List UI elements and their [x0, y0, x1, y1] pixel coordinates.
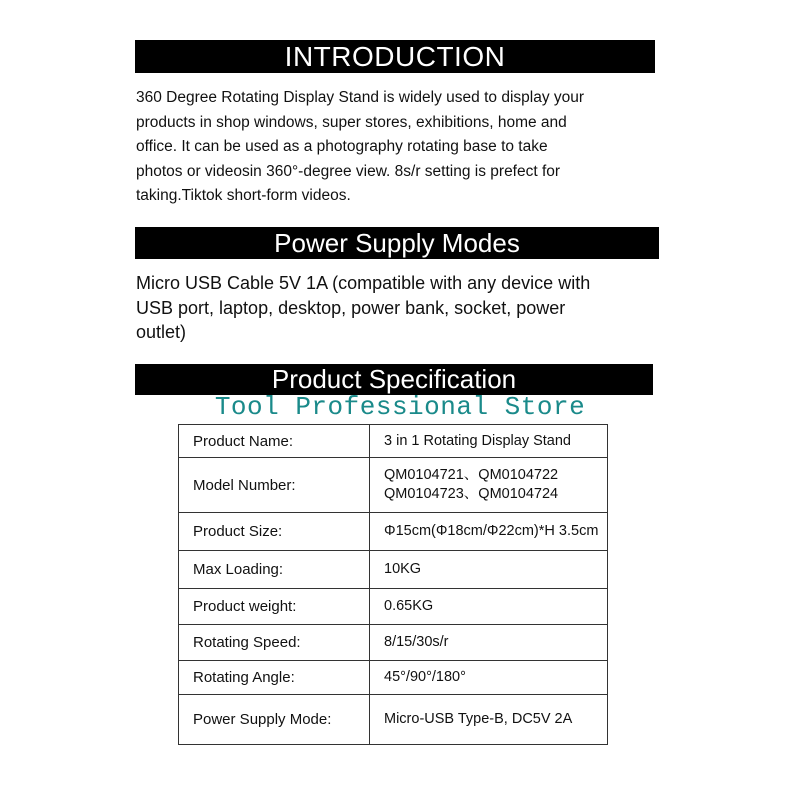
- store-watermark: Tool Professional Store: [214, 392, 586, 422]
- table-row: [179, 625, 608, 661]
- spec-label: Power Supply Mode:: [179, 695, 370, 745]
- power-supply-text: Micro USB Cable 5V 1A (compatible with any device with USB port, laptop, desktop, power bank, socket, power outlet): [136, 273, 591, 342]
- introduction-heading: INTRODUCTION: [135, 40, 655, 73]
- table-row: [179, 513, 608, 551]
- spec-label: Product Name:: [179, 425, 370, 458]
- spec-label: Rotating Angle:: [179, 661, 370, 695]
- table-row: [179, 589, 608, 625]
- introduction-text: 360 Degree Rotating Display Stand is widely used to display your products in shop windows, super stores, exhibitions, home and office. It can be used as a photography rotating base to take photos or videosin 360°-degree view. 8s/r setting is prefect for taking.Tiktok short-form videos.: [136, 89, 585, 204]
- specification-table: [178, 424, 608, 745]
- spec-label: Product Size:: [179, 513, 370, 551]
- spec-value: Micro-USB Type-B, DC5V 2A: [370, 695, 608, 745]
- specification-heading: Product Specification: [135, 364, 653, 395]
- spec-value: 8/15/30s/r: [370, 625, 608, 661]
- spec-label: Product weight:: [179, 589, 370, 625]
- table-row: [179, 661, 608, 695]
- spec-label: Model Number:: [179, 458, 370, 513]
- table-row: [179, 695, 608, 745]
- table-row: [179, 425, 608, 458]
- spec-value: 3 in 1 Rotating Display Stand: [370, 425, 608, 458]
- spec-value: Φ15cm(Φ18cm/Φ22cm)*H 3.5cm: [370, 513, 608, 551]
- power-supply-heading: Power Supply Modes: [135, 227, 659, 259]
- spec-label: Max Loading:: [179, 551, 370, 589]
- table-row: [179, 551, 608, 589]
- spec-value: 0.65KG: [370, 589, 608, 625]
- spec-value: 10KG: [370, 551, 608, 589]
- spec-label: Rotating Speed:: [179, 625, 370, 661]
- spec-value: 45°/90°/180°: [370, 661, 608, 695]
- spec-value: QM0104721、QM0104722 QM0104723、QM0104724: [370, 458, 608, 513]
- table-row: [179, 458, 608, 513]
